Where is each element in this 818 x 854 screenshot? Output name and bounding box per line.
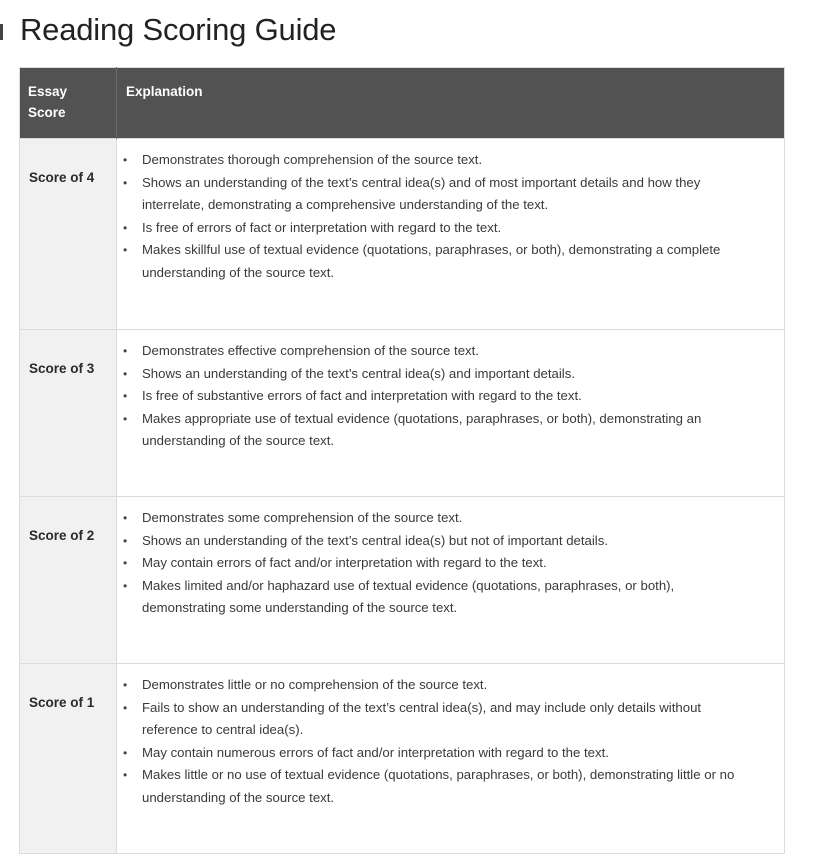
bullet-item: • Demonstrates little or no comprehension of the source text. — [117, 674, 760, 697]
explanation-cell — [117, 497, 785, 664]
table-row — [20, 664, 785, 854]
explanation-cell — [117, 330, 785, 497]
bullet-item: • Shows an understanding of the text’s central idea(s) and important details. — [117, 363, 760, 386]
bullet-list — [117, 330, 784, 467]
bullet-item: • May contain numerous errors of fact and/or interpretation with regard to the text. — [117, 742, 760, 765]
bullet-item: • Is free of substantive errors of fact and interpretation with regard to the text. — [117, 385, 760, 408]
bullet-item: • Is free of errors of fact or interpretation with regard to the text. — [117, 217, 760, 240]
table-row — [20, 139, 785, 330]
explanation-cell — [117, 139, 785, 330]
header-explanation: Explanation — [117, 68, 785, 139]
page-title: Reading Scoring Guide — [20, 12, 337, 47]
bullet-list — [117, 497, 784, 634]
bullet-item: • May contain errors of fact and/or interpretation with regard to the text. — [117, 552, 760, 575]
bullet-item: • Shows an understanding of the text’s central idea(s) and of most important details and how they interrelate, demonstrating a comprehensive understanding of the text. — [117, 172, 760, 217]
score-label: Score of 3 — [20, 330, 117, 497]
score-label: Score of 4 — [20, 139, 117, 330]
bullet-list — [117, 139, 784, 298]
explanation-cell — [117, 664, 785, 854]
bullet-item: • Makes appropriate use of textual evidence (quotations, paraphrases, or both), demonstrating an understanding of the source text. — [117, 408, 760, 453]
score-label: Score of 2 — [20, 497, 117, 664]
bullet-item: • Makes skillful use of textual evidence (quotations, paraphrases, or both), demonstrating a complete understanding of the source text. — [117, 239, 760, 284]
bullet-item: • Makes limited and/or haphazard use of textual evidence (quotations, paraphrases, or both), demonstrating some understanding of the source text. — [117, 575, 760, 620]
table-row — [20, 497, 785, 664]
bullet-item: • Fails to show an understanding of the text’s central idea(s), and may include only details without reference to central idea(s). — [117, 697, 760, 742]
edge-mark — [0, 24, 3, 40]
header-essay-score: Essay Score — [20, 68, 117, 139]
bullet-item: • Demonstrates some comprehension of the source text. — [117, 507, 760, 530]
bullet-item: • Shows an understanding of the text’s central idea(s) but not of important details. — [117, 530, 760, 553]
score-label: Score of 1 — [20, 664, 117, 854]
bullet-item: • Demonstrates effective comprehension of the source text. — [117, 340, 760, 363]
scoring-table — [19, 67, 785, 854]
bullet-item: • Demonstrates thorough comprehension of the source text. — [117, 149, 760, 172]
table-row — [20, 330, 785, 497]
table-header-row — [20, 68, 785, 139]
bullet-item: • Makes little or no use of textual evidence (quotations, paraphrases, or both), demonstrating little or no understanding of the source text. — [117, 764, 760, 809]
bullet-list — [117, 664, 784, 823]
